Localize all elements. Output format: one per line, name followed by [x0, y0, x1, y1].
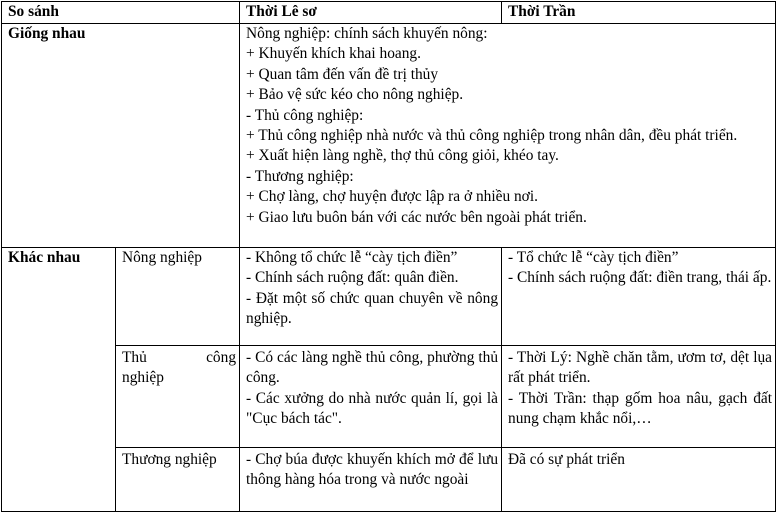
diff-row-handicraft — [2, 346, 776, 448]
similar-row — [2, 24, 776, 248]
le-so-line: - Chính sách ruộng đất: quân điền. — [246, 269, 459, 287]
similar-line: + Khuyến khích khai hoang. — [246, 45, 421, 63]
similar-line: - Thủ công nghiệp: — [246, 106, 364, 124]
similar-line: + Xuất hiện làng nghề, thợ thủ công giỏi, khéo tay. — [246, 147, 559, 165]
similar-content — [240, 24, 776, 248]
tran-line: - Chính sách ruộng đất: điền trang, thái ấp. — [508, 269, 772, 287]
sector-handicraft — [116, 346, 240, 448]
tran-commerce — [502, 448, 776, 512]
le-so-line: - Không tổ chức lễ “cày tịch điền” — [246, 249, 458, 266]
header-compare: So sánh — [2, 2, 240, 24]
similar-line: + Thủ công nghiệp nhà nước và thủ công nghiệp trong nhân dân, đều phát triển. — [246, 127, 738, 145]
comparison-table — [1, 1, 776, 512]
similar-line: + Bảo vệ sức kéo cho nông nghiệp. — [246, 86, 464, 104]
sector-handicraft-word: Thủ — [122, 349, 147, 366]
header-row — [2, 2, 776, 24]
similar-line: + Giao lưu buôn bán với các nước bên ngoài phát triển. — [246, 208, 587, 226]
le-so-line: - Các xưởng do nhà nước quản lí, gọi là "Cục bách tác". — [246, 389, 499, 428]
similar-label: Giống nhau — [2, 24, 240, 248]
le-so-line: - Có các làng nghề thủ công, phường thủ công. — [246, 349, 499, 387]
diff-row-agriculture — [2, 248, 776, 346]
similar-line: + Chợ làng, chợ huyện được lập ra ở nhiều nơi. — [246, 188, 538, 206]
le-so-handicraft — [240, 346, 502, 448]
tran-line: - Thời Trần: thạp gốm hoa nâu, gạch đất nung chạm khắc nổi,… — [508, 389, 773, 428]
tran-line: Đã có sự phát triển — [508, 451, 625, 468]
tran-agriculture — [502, 248, 776, 346]
diff-row-commerce — [2, 448, 776, 512]
sector-handicraft-word: công — [206, 349, 237, 366]
tran-line: - Thời Lý: Nghề chăn tằm, ươm tơ, dệt lụa rất phát triển. — [508, 349, 773, 387]
similar-line: - Thương nghiệp: — [246, 167, 354, 185]
sector-agriculture: Nông nghiệp — [116, 248, 240, 346]
sector-handicraft-word: nghiệp — [122, 369, 164, 387]
similar-line: Nông nghiệp: chính sách khuyến nông: — [246, 25, 488, 42]
header-tran: Thời Trần — [502, 2, 776, 24]
le-so-commerce — [240, 448, 502, 512]
le-so-line: - Đặt một số chức quan chuyên về nông nghiệp. — [246, 289, 499, 328]
tran-handicraft — [502, 346, 776, 448]
le-so-line: - Chợ búa được khuyến khích mở để lưu thông hàng hóa trong và nước ngoài — [246, 451, 499, 489]
header-le-so: Thời Lê sơ — [240, 2, 502, 24]
tran-line: - Tổ chức lễ “cày tịch điền” — [508, 249, 679, 266]
similar-line: + Quan tâm đến vấn đề trị thủy — [246, 65, 439, 83]
different-label: Khác nhau — [2, 248, 116, 512]
le-so-agriculture — [240, 248, 502, 346]
sector-commerce: Thương nghiệp — [116, 448, 240, 512]
